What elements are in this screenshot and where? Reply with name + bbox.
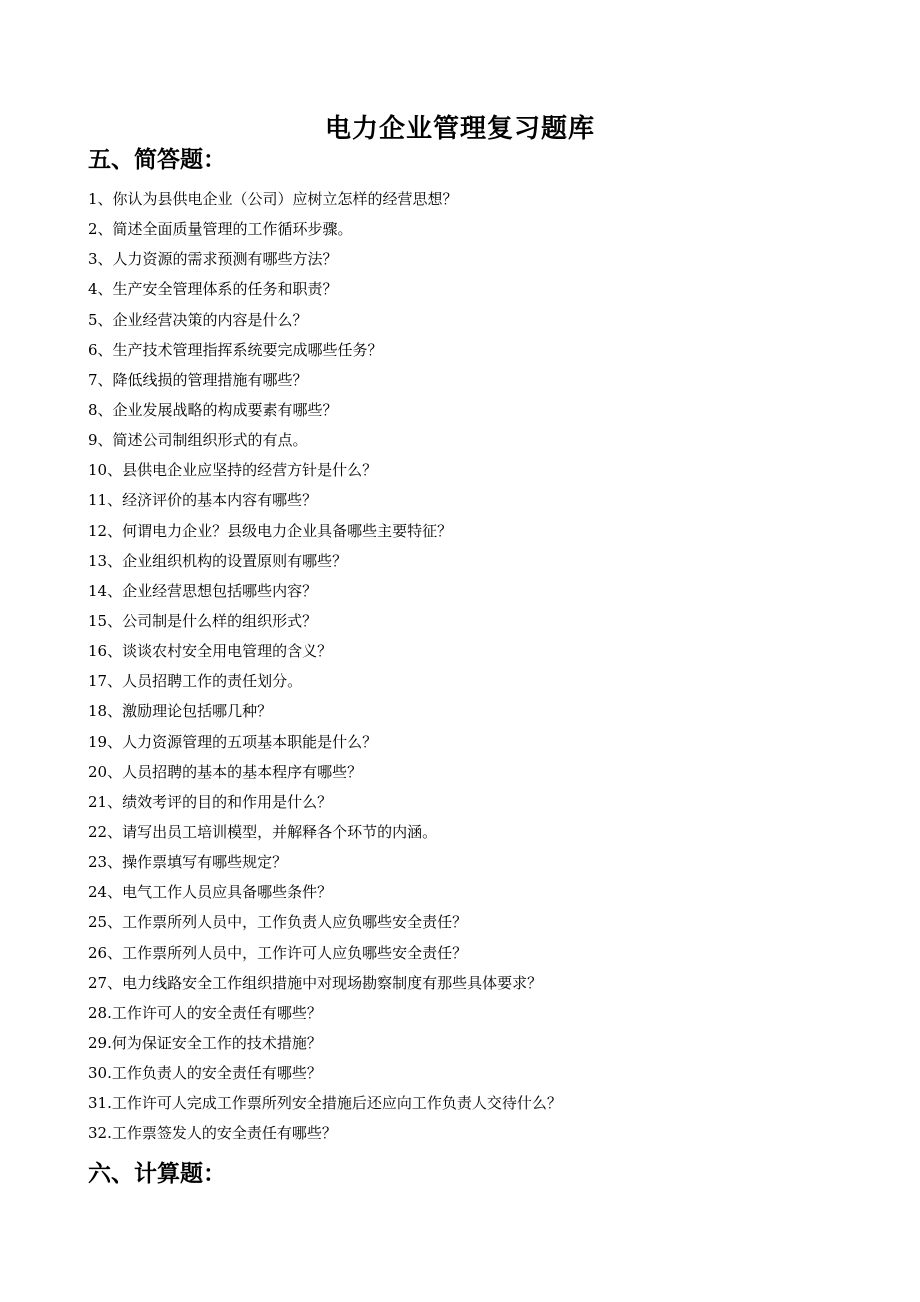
question-item: 12、何谓电力企业？县级电力企业具备哪些主要特征？	[88, 521, 453, 540]
question-item: 30.工作负责人的安全责任有哪些？	[88, 1064, 322, 1083]
question-item: 11、经济评价的基本内容有哪些？	[88, 491, 318, 510]
question-item: 13、企业组织机构的设置原则有哪些？	[88, 551, 348, 570]
question-item: 8、企业发展战略的构成要素有哪些？	[88, 400, 338, 419]
question-item: 7、降低线损的管理措施有哪些？	[88, 370, 308, 389]
question-item: 20、人员招聘的基本的基本程序有哪些？	[88, 762, 363, 781]
question-item: 1、你认为县供电企业（公司）应树立怎样的经营思想？	[88, 190, 458, 208]
question-item: 22、请写出员工培训模型，并解释各个环节的内涵。	[88, 822, 438, 841]
question-item: 18、激励理论包括哪几种？	[88, 702, 273, 721]
question-item: 21、绩效考评的目的和作用是什么？	[88, 792, 333, 811]
question-item: 4、生产安全管理体系的任务和职责？	[88, 280, 338, 299]
question-item: 6、生产技术管理指挥系统要完成哪些任务？	[88, 340, 383, 359]
section-heading-calculation: 六、计算题：	[88, 1160, 226, 1187]
question-item: 26、工作票所列人员中，工作许可人应负哪些安全责任？	[88, 943, 468, 962]
question-item: 14、企业经营思想包括哪些内容？	[88, 581, 318, 600]
question-item: 23、操作票填写有哪些规定？	[88, 853, 288, 872]
question-item: 29.何为保证安全工作的技术措施？	[88, 1033, 322, 1052]
question-item: 27、电力线路安全工作组织措施中对现场勘察制度有那些具体要求？	[88, 973, 543, 992]
question-item: 5、企业经营决策的内容是什么？	[88, 310, 308, 329]
question-list	[88, 184, 888, 1149]
question-item: 28.工作许可人的安全责任有哪些？	[88, 1003, 322, 1022]
question-item: 15、公司制是什么样的组织形式？	[88, 611, 318, 630]
question-item: 24、电气工作人员应具备哪些条件？	[88, 883, 333, 902]
question-item: 2、简述全面质量管理的工作循环步骤。	[88, 220, 353, 239]
question-item: 32.工作票签发人的安全责任有哪些？	[88, 1124, 337, 1143]
question-item: 3、人力资源的需求预测有哪些方法？	[88, 250, 338, 269]
question-item: 31.工作许可人完成工作票所列安全措施后还应向工作负责人交待什么？	[88, 1094, 562, 1113]
question-item: 9、简述公司制组织形式的有点。	[88, 431, 308, 450]
question-item: 10、县供电企业应坚持的经营方针是什么？	[88, 461, 378, 480]
question-item: 19、人力资源管理的五项基本职能是什么？	[88, 732, 378, 751]
page-title: 电力企业管理复习题库	[324, 114, 595, 145]
question-item: 25、工作票所列人员中，工作负责人应负哪些安全责任？	[88, 913, 468, 932]
question-item: 17、人员招聘工作的责任划分。	[88, 672, 303, 691]
section-heading-short-answer: 五、简答题：	[88, 146, 226, 173]
question-item: 16、谈谈农村安全用电管理的含义？	[88, 642, 333, 661]
